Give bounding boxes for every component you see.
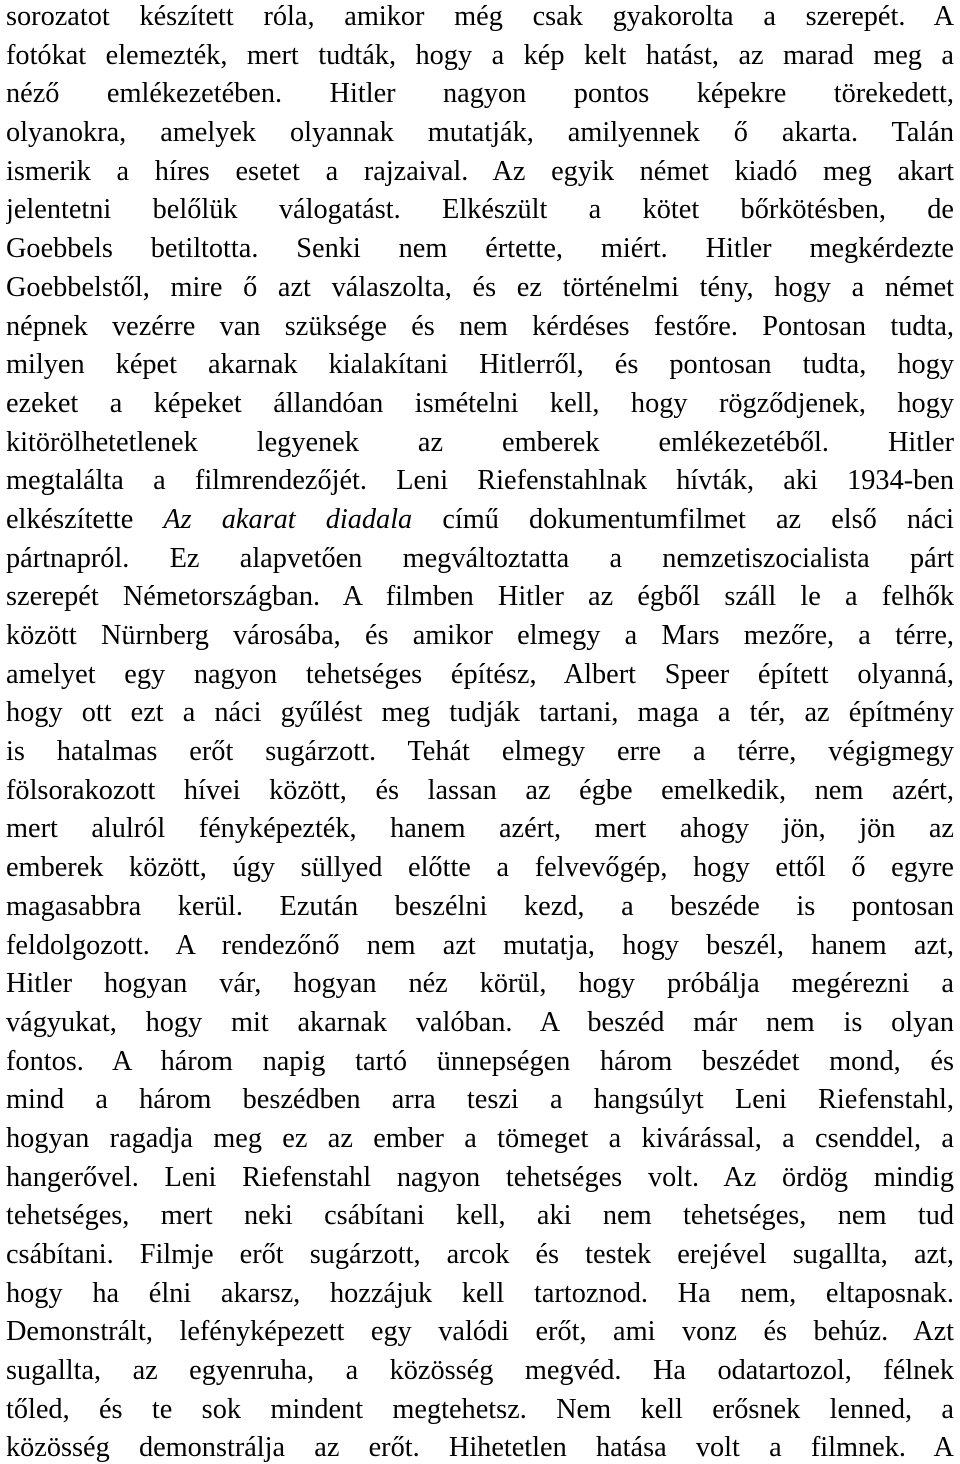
text-line: tehetséges, mert neki csábítani kell, aki nem tehetséges, nem tud (6, 1200, 954, 1232)
text-line: tőled, és te sok mindent megtehetsz. Nem kell erősnek lenned, a (6, 1393, 954, 1425)
text-segment: című dokumentumfilmet az első náci (412, 503, 954, 535)
text-line: csábítani. Filmje erőt sugárzott, arcok és testek erejével sugallta, azt, (6, 1239, 954, 1270)
text-segment: elkészítette (6, 503, 164, 535)
text-line: hogyan ragadja meg ez az ember a tömeget a kivárással, a csenddel, a (6, 1122, 954, 1154)
text-line: hangerővel. Leni Riefenstahl nagyon tehetséges volt. Az ördög mindig (6, 1161, 954, 1193)
text-line: megtalálta a filmrendezőjét. Leni Riefenstahlnak hívták, aki 1934-ben (6, 465, 954, 497)
text-line: emberek között, úgy süllyed előtte a felvevőgép, hogy ettől ő egyre (6, 852, 954, 884)
text-line: vágyukat, hogy mit akarnak valóban. A beszéd már nem is olyan (6, 1006, 954, 1038)
text-line: mind a három beszédben arra teszi a hangsúlyt Leni Riefenstahl, (6, 1084, 954, 1116)
text-line: Goebbels betiltotta. Senki nem értette, miért. Hitler megkérdezte (6, 233, 954, 265)
text-line: kitörölhetetlenek legyenek az emberek emlékezetéből. Hitler (6, 426, 954, 458)
text-line: néző emlékezetében. Hitler nagyon pontos képekre törekedett, (6, 78, 954, 110)
text-line: milyen képet akarnak kialakítani Hitlerről, és pontosan tudta, hogy (6, 349, 954, 381)
text-line: sorozatot készített róla, amikor még csak gyakorolta a szerepét. A (6, 1, 954, 32)
text-line: ismerik a híres esetet a rajzaival. Az egyik német kiadó meg akart (6, 155, 954, 187)
text-line: is hatalmas erőt sugárzott. Tehát elmegy erre a térre, végigmegy (6, 736, 954, 768)
text-line: hogy ott ezt a náci gyűlést meg tudják tartani, maga a tér, az építmény (6, 697, 954, 729)
text-line: jelentetni belőlük válogatást. Elkészült a kötet bőrkötésben, de (6, 194, 954, 226)
text-line: sugallta, az egyenruha, a közösség megvéd. Ha odatartozol, félnek (6, 1355, 954, 1387)
text-line-with-film-title (6, 501, 954, 540)
text-line: szerepét Németországban. A filmben Hitler az égből száll le a felhők (6, 581, 954, 613)
text-line: Hitler hogyan vár, hogyan néz körül, hogy próbálja megérezni a (6, 968, 954, 1000)
text-line: pártnapról. Ez alapvetően megváltoztatta a nemzetiszocialista párt (6, 542, 954, 574)
document-page (6, 0, 954, 1464)
text-line: olyanokra, amelyek olyannak mutatják, amilyennek ő akarta. Talán (6, 117, 954, 149)
text-line: amelyet egy nagyon tehetséges építész, Albert Speer épített olyanná, (6, 658, 954, 690)
text-line: magasabbra kerül. Ezután beszélni kezd, a beszéde is pontosan (6, 890, 954, 922)
text-line: hogy ha élni akarsz, hozzájuk kell tartoznod. Ha nem, eltaposnak. (6, 1277, 954, 1309)
text-line: ezeket a képeket állandóan ismételni kell, hogy rögződjenek, hogy (6, 387, 954, 419)
text-line: között Nürnberg városába, és amikor elmegy a Mars mezőre, a térre, (6, 620, 954, 651)
text-line: mert alulról fényképezték, hanem azért, mert ahogy jön, jön az (6, 813, 954, 845)
text-line: fotókat elemezték, mert tudták, hogy a kép kelt hatást, az marad meg a (6, 39, 954, 71)
text-line: Goebbelstől, mire ő azt válaszolta, és ez történelmi tény, hogy a német (6, 271, 954, 303)
text-line: fontos. A három napig tartó ünnepségen három beszédet mond, és (6, 1045, 954, 1077)
text-line: Demonstrált, lefényképezett egy valódi erőt, ami vonz és behúz. Azt (6, 1316, 954, 1348)
text-line: népnek vezérre van szüksége és nem kérdéses festőre. Pontosan tudta, (6, 310, 954, 342)
film-title: Az akarat diadala (163, 503, 413, 535)
text-line: feldolgozott. A rendezőnő nem azt mutatja, hogy beszél, hanem azt, (6, 929, 954, 961)
text-line: közösség demonstrálja az erőt. Hihetetlen hatása volt a filmnek. A (6, 1432, 954, 1464)
text-line: fölsorakozott hívei között, és lassan az égbe emelkedik, nem azért, (6, 774, 954, 806)
